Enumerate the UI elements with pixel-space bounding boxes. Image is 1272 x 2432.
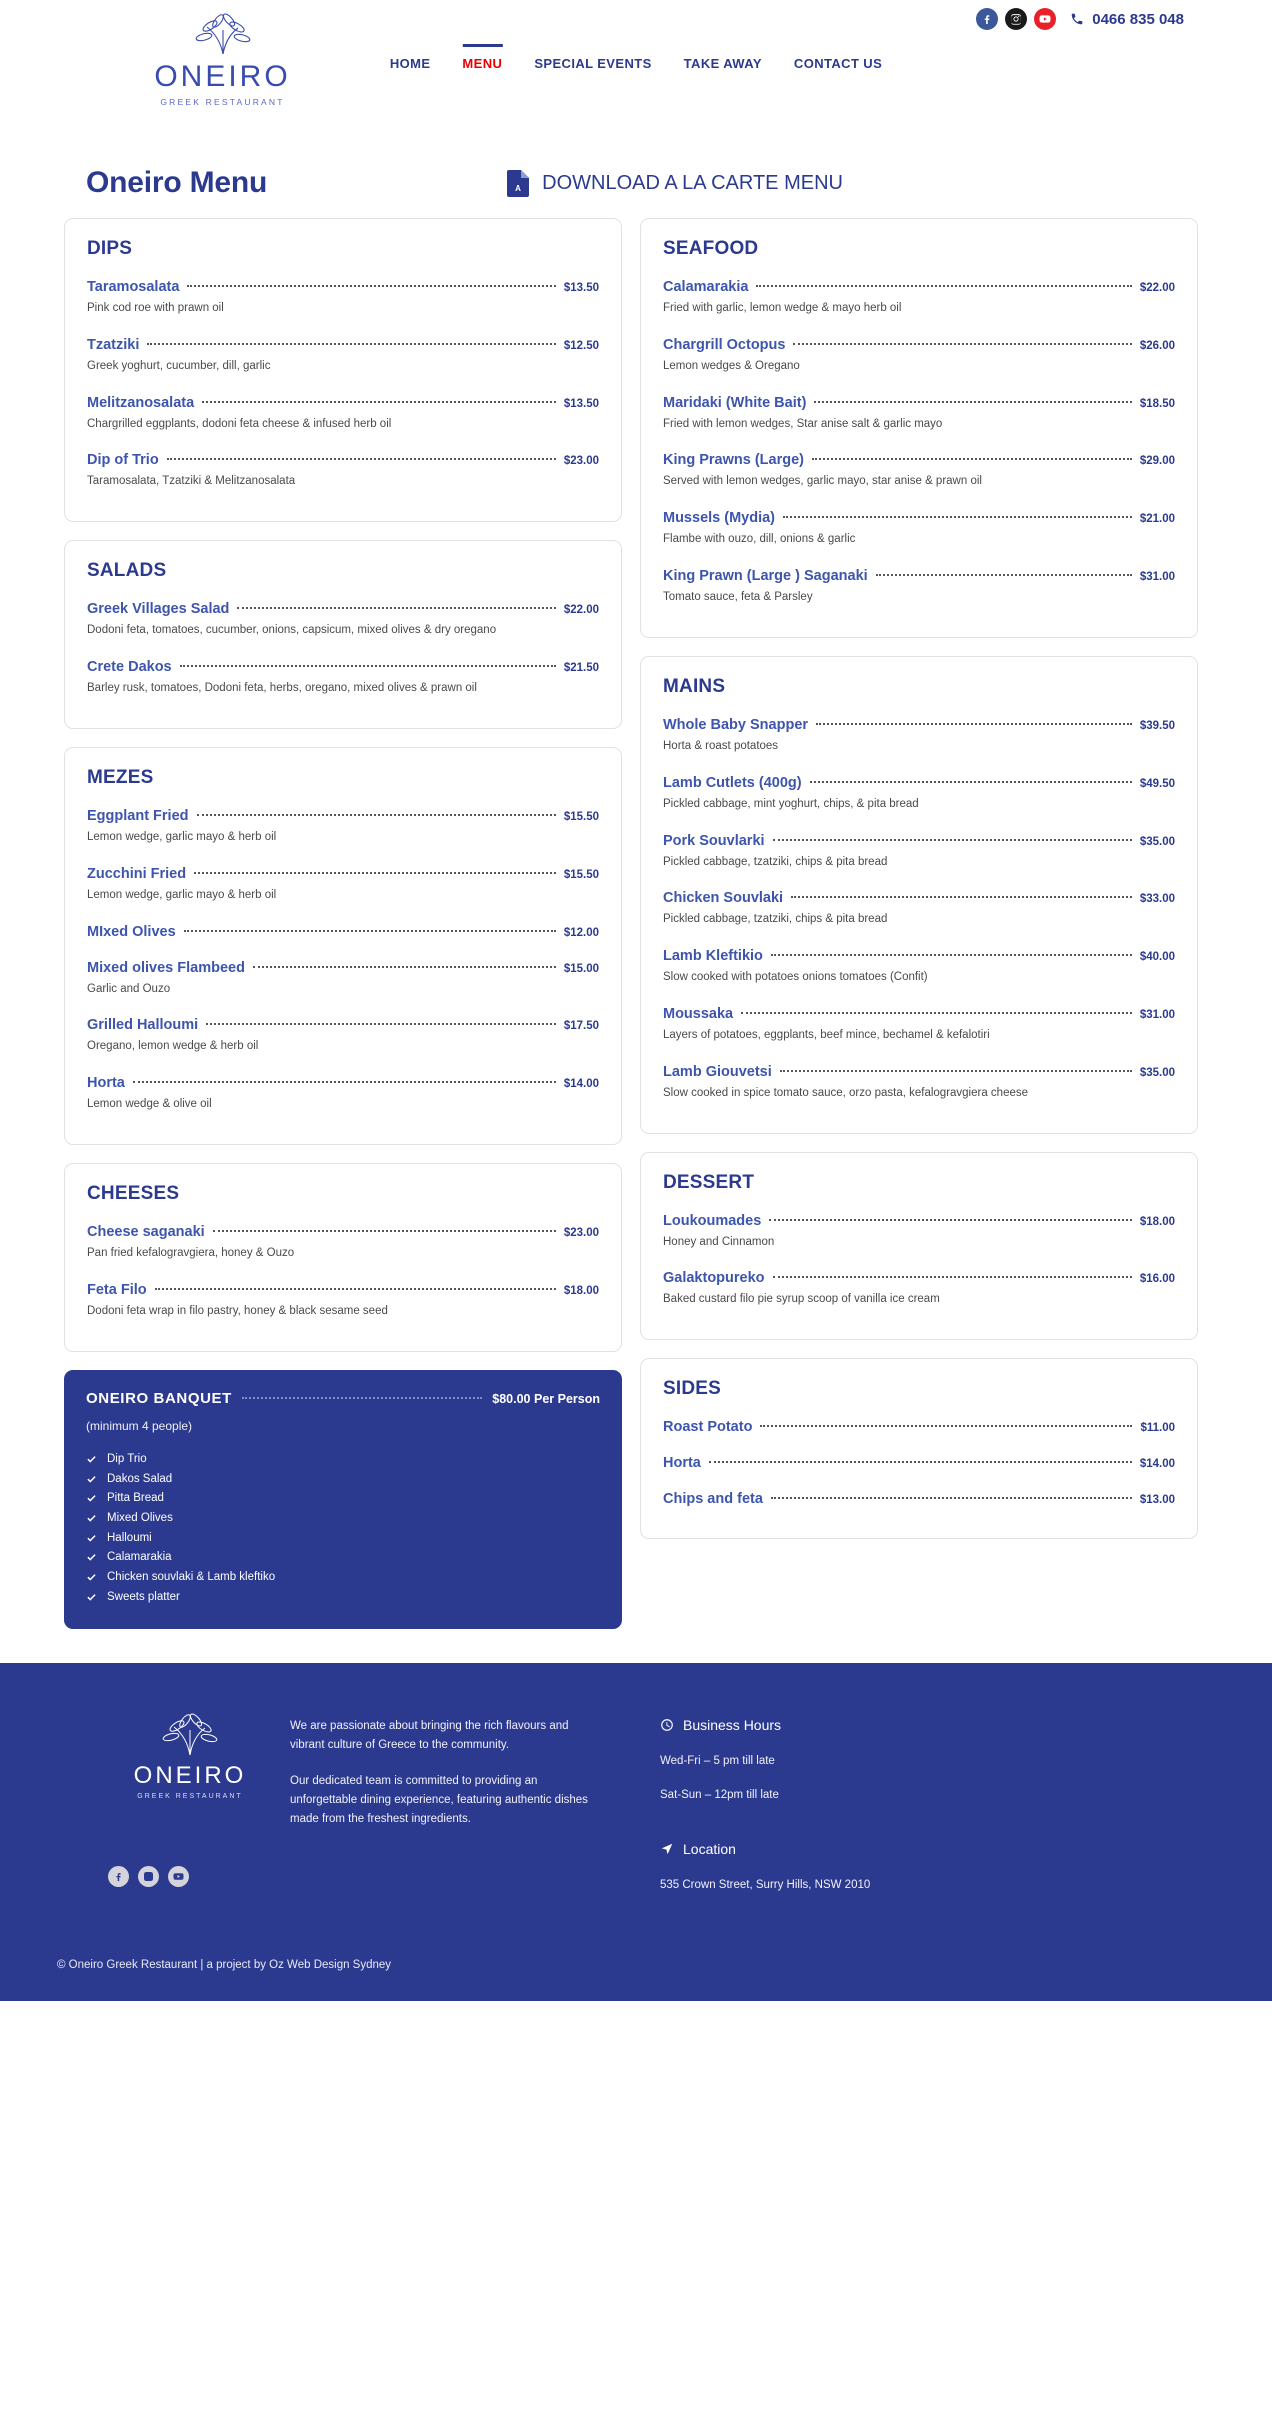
leader-dots: [147, 343, 555, 345]
navigation-arrow-icon: [660, 1842, 674, 1856]
menu-item: [87, 331, 599, 385]
leader-dots: [773, 1276, 1132, 1278]
footer-social-links: [90, 1866, 290, 1887]
menu-item-name: Dip of Trio: [87, 452, 159, 469]
header-utility-bar: [976, 8, 1184, 30]
banquet-price: $80.00 Per Person: [492, 1391, 600, 1406]
about-paragraph-1: We are passionate about bringing the rich flavours and vibrant culture of Greece to the community.: [290, 1719, 569, 1751]
location-label: Location: [683, 1840, 736, 1857]
menu-item: [663, 1264, 1175, 1318]
leader-dots: [253, 966, 556, 968]
menu-item-name: Greek Villages Salad: [87, 601, 230, 618]
leader-dots: [709, 1461, 1132, 1463]
leader-dots: [180, 665, 556, 667]
footer-logo-wordmark: ONEIRO: [133, 1761, 247, 1789]
menu-item-price: $17.50: [563, 1020, 599, 1033]
menu-item-name: Taramosalata: [87, 279, 180, 295]
menu-item-description: Honey and Cinnamon: [663, 1235, 775, 1248]
menu-item-description: Pan fried kefalogravgiera, honey & Ouzo: [87, 1246, 295, 1259]
leader-dots: [816, 723, 1132, 725]
menu-item-price: $15.00: [563, 962, 599, 975]
menu-item-price: $21.00: [1139, 513, 1175, 526]
section-heading: DIPS: [87, 238, 133, 259]
nav-item-special-events[interactable]: SPECIAL EVENTS: [534, 56, 652, 71]
menu-item-price: $22.00: [563, 604, 599, 617]
banquet-title: ONEIRO BANQUET: [86, 1389, 232, 1407]
olive-branch-logo-icon: [152, 1709, 228, 1761]
menu-section-dips: [64, 218, 622, 522]
menu-item-description: Fried with garlic, lemon wedge & mayo herb oil: [663, 302, 902, 314]
banquet-list-item: [86, 1587, 600, 1607]
menu-item-name: Chicken Souvlaki: [663, 890, 784, 907]
menu-item: [87, 595, 599, 649]
menu-item: [663, 389, 1175, 443]
clock-icon: [660, 1718, 674, 1732]
menu-item: [663, 504, 1175, 558]
menu-item-price: $18.50: [1139, 397, 1175, 410]
menu-item-price: $35.00: [1139, 835, 1175, 848]
menu-item-name: Roast Potato: [663, 1419, 753, 1436]
menu-item-price: $39.50: [1139, 719, 1175, 732]
menu-item: [87, 918, 599, 950]
leader-dots: [202, 401, 556, 403]
menu-item-description: [663, 1509, 1163, 1517]
leader-dots: [213, 1230, 556, 1232]
menu-item-name: Eggplant Fried: [87, 807, 189, 824]
menu-item-name: King Prawn (Large ) Saganaki: [663, 568, 868, 585]
menu-item-name: Galaktopureko: [663, 1270, 765, 1287]
leader-dots: [167, 458, 556, 460]
menu-item: [663, 273, 1175, 327]
menu-item-name: Zucchini Fried: [87, 865, 187, 882]
nav-item-take-away[interactable]: TAKE AWAY: [683, 56, 762, 71]
location-heading: [660, 1841, 870, 1857]
menu-item-price: $18.00: [1139, 1215, 1175, 1228]
menu-item-price: $18.00: [563, 1284, 599, 1297]
menu-item-price: $21.50: [563, 662, 599, 675]
banquet-item-label: Calamarakia: [107, 1551, 172, 1564]
leader-dots: [812, 458, 1132, 460]
banquet-header: [86, 1390, 600, 1407]
menu-grid: [0, 218, 1272, 1629]
banquet-item-label: Chicken souvlaki & Lamb kleftiko: [107, 1571, 276, 1584]
svg-text:A: A: [515, 183, 522, 193]
menu-section-dessert: [640, 1152, 1198, 1341]
menu-item: [663, 331, 1175, 385]
leader-dots: [155, 1288, 556, 1290]
menu-item-description: Greek yoghurt, cucumber, dill, garlic: [87, 359, 271, 372]
check-icon: [86, 1592, 97, 1603]
leader-dots: [760, 1425, 1132, 1427]
menu-item-price: $40.00: [1139, 951, 1175, 964]
menu-item-price: $14.00: [563, 1078, 599, 1091]
phone-icon: [1070, 12, 1084, 26]
banquet-item-label: Sweets platter: [107, 1590, 180, 1603]
logo-wordmark: ONEIRO: [154, 60, 291, 93]
banquet-list-item: [86, 1548, 600, 1568]
leader-dots: [187, 285, 555, 287]
menu-item-name: King Prawns (Large): [663, 452, 804, 469]
menu-item-price: $15.50: [563, 810, 599, 823]
menu-item-name: Cheese saganaki: [87, 1223, 205, 1240]
menu-item-description: Served with lemon wedges, garlic mayo, star anise & prawn oil: [663, 475, 982, 488]
footer-content: [0, 1709, 1272, 1891]
menu-item-name: MIxed Olives: [87, 923, 176, 940]
phone-number-text: 0466 835 048: [1092, 10, 1184, 28]
menu-item-description: Slow cooked with potatoes onions tomatoes (Confit): [663, 971, 928, 984]
banquet-offer-card: [64, 1370, 622, 1629]
menu-item: [663, 562, 1175, 616]
menu-item: [87, 802, 599, 856]
download-menu-button[interactable]: [507, 170, 843, 197]
leader-dots: [793, 343, 1131, 345]
leader-dots: [791, 896, 1132, 898]
phone-number[interactable]: [1070, 11, 1184, 28]
menu-item-price: $23.00: [563, 455, 599, 468]
site-logo[interactable]: [150, 10, 295, 107]
menu-item-description: Baked custard filo pie syrup scoop of vanilla ice cream: [663, 1293, 940, 1306]
section-heading: MEZES: [87, 766, 154, 788]
address-text: 535 Crown Street, Surry Hills, NSW 2010: [660, 1878, 871, 1891]
banquet-list-item: [86, 1450, 600, 1470]
menu-item: [663, 1413, 1175, 1445]
menu-column-left: [64, 218, 622, 1629]
menu-item: [663, 446, 1175, 500]
section-heading: CHEESES: [87, 1182, 180, 1204]
menu-item-description: Chargrilled eggplants, dodoni feta cheese & infused herb oil: [87, 417, 392, 430]
menu-item-price: $31.00: [1139, 571, 1175, 584]
leader-dots: [194, 872, 556, 874]
banquet-list-item: [86, 1568, 600, 1588]
menu-item-price: $22.00: [1139, 282, 1175, 294]
footer-brand-column: [60, 1709, 290, 1891]
menu-item-description: Dodoni feta wrap in filo pastry, honey & black sesame seed: [87, 1304, 388, 1317]
site-footer: [0, 1663, 1272, 2001]
main-navigation: [390, 48, 882, 71]
menu-item: [87, 954, 599, 1008]
banquet-list-item: [86, 1469, 600, 1489]
menu-item: [87, 389, 599, 443]
leader-dots: [197, 814, 556, 816]
menu-item-description: Lemon wedges & Oregano: [663, 359, 800, 372]
menu-column-right: [640, 218, 1198, 1539]
menu-item-description: Pickled cabbage, tzatziki, chips & pita bread: [663, 855, 888, 868]
leader-dots: [773, 839, 1132, 841]
banquet-list-item: [86, 1509, 600, 1529]
check-icon: [86, 1552, 97, 1563]
header-social-links: [976, 8, 1056, 30]
banquet-minimum-note: (minimum 4 people): [86, 1418, 193, 1433]
menu-item-price: $11.00: [1140, 1422, 1175, 1435]
menu-item-description: Lemon wedge, garlic mayo & herb oil: [87, 888, 277, 901]
menu-section-mains: [640, 656, 1198, 1134]
menu-item: [663, 1485, 1175, 1517]
menu-section-sides: [640, 1358, 1198, 1539]
menu-item-description: Pickled cabbage, tzatziki, chips & pita bread: [663, 913, 888, 926]
section-heading: DESSERT: [663, 1171, 755, 1193]
menu-item-price: $15.50: [563, 868, 599, 881]
leader-dots: [780, 1070, 1132, 1072]
menu-item: [663, 1449, 1175, 1481]
menu-item-name: Calamarakia: [663, 279, 749, 295]
menu-item: [87, 653, 599, 707]
menu-item-description: [663, 1437, 1163, 1445]
leader-dots: [783, 516, 1132, 518]
section-heading: SALADS: [87, 560, 167, 582]
menu-item-name: Chargrill Octopus: [663, 336, 786, 353]
leader-dots: [242, 1397, 482, 1399]
business-hours-line-2: Sat-Sun – 12pm till late: [660, 1788, 779, 1801]
menu-item-price: $31.00: [1139, 1008, 1175, 1021]
menu-item: [87, 1069, 599, 1123]
menu-item-description: Barley rusk, tomatoes, Dodoni feta, herbs, oregano, mixed olives & prawn oil: [87, 682, 477, 695]
menu-item-name: Tzatziki: [87, 336, 140, 353]
menu-item-price: $12.00: [563, 926, 599, 939]
menu-item-description: Slow cooked in spice tomato sauce, orzo pasta, kefalogravgiera cheese: [663, 1086, 1029, 1099]
menu-item-name: Pork Souvlarki: [663, 832, 765, 849]
leader-dots: [769, 1219, 1132, 1221]
menu-section-seafood: [640, 218, 1198, 638]
menu-item-description: Layers of potatoes, eggplants, beef mince, bechamel & kefalotiri: [663, 1028, 990, 1041]
olive-branch-logo-icon: [185, 10, 261, 60]
menu-item-name: Maridaki (White Bait): [663, 394, 807, 411]
logo-tagline: GREEK RESTAURANT: [160, 97, 285, 107]
menu-item-description: Flambe with ouzo, dill, onions & garlic: [663, 533, 856, 546]
menu-section-mezes: [64, 747, 622, 1145]
banquet-list-item: [86, 1528, 600, 1548]
check-icon: [86, 1493, 97, 1504]
menu-item-price: $13.00: [1139, 1494, 1175, 1507]
leader-dots: [876, 574, 1132, 576]
instagram-icon[interactable]: [1005, 8, 1027, 30]
menu-item-description: Tomato sauce, feta & Parsley: [663, 591, 813, 604]
menu-item-description: Horta & roast potatoes: [663, 739, 779, 752]
menu-item: [663, 1058, 1175, 1112]
menu-item-description: Oregano, lemon wedge & herb oil: [87, 1040, 259, 1053]
business-hours-heading: [660, 1717, 870, 1733]
menu-item-name: Chips and feta: [663, 1491, 763, 1508]
menu-item-name: Feta Filo: [87, 1281, 147, 1298]
menu-item-description: Fried with lemon wedges, Star anise salt & garlic mayo: [663, 417, 943, 430]
leader-dots: [756, 285, 1131, 287]
menu-item: [663, 769, 1175, 823]
leader-dots: [771, 1497, 1132, 1499]
check-icon: [86, 1474, 97, 1485]
menu-item: [87, 446, 599, 500]
menu-item-price: $49.50: [1139, 777, 1175, 790]
nav-item-contact-us[interactable]: CONTACT US: [793, 56, 883, 71]
menu-item-description: Lemon wedge, garlic mayo & herb oil: [87, 830, 277, 843]
leader-dots: [810, 781, 1132, 783]
location-block: [660, 1841, 870, 1891]
banquet-item-label: Halloumi: [107, 1531, 152, 1544]
leader-dots: [741, 1012, 1132, 1014]
menu-item-price: $16.00: [1139, 1273, 1175, 1286]
menu-item-price: $26.00: [1139, 339, 1175, 352]
menu-item: [663, 1000, 1175, 1054]
menu-section-cheeses: [64, 1163, 622, 1352]
menu-item-name: Loukoumades: [663, 1212, 762, 1229]
section-heading: MAINS: [663, 675, 726, 697]
menu-item-name: Grilled Halloumi: [87, 1017, 199, 1034]
leader-dots: [237, 607, 555, 609]
menu-item-price: $29.00: [1139, 455, 1175, 468]
leader-dots: [771, 954, 1132, 956]
menu-item-description: [87, 942, 587, 950]
menu-item-price: $13.50: [563, 397, 599, 410]
menu-item: [663, 827, 1175, 881]
menu-item-name: Lamb Giouvetsi: [663, 1063, 772, 1080]
menu-item-name: Lamb Cutlets (400g): [663, 774, 802, 791]
menu-item: [87, 273, 599, 327]
menu-item: [663, 1207, 1175, 1261]
leader-dots: [184, 930, 556, 932]
menu-item-name: Crete Dakos: [87, 659, 172, 676]
menu-item-description: Pink cod roe with prawn oil: [87, 302, 224, 314]
nav-item-menu[interactable]: MENU: [462, 48, 502, 71]
menu-item-description: Taramosalata, Tzatziki & Melitzanosalata: [87, 475, 296, 488]
menu-item-name: Horta: [87, 1075, 125, 1092]
youtube-icon[interactable]: [1034, 8, 1056, 30]
menu-item-name: Mixed olives Flambeed: [87, 959, 245, 976]
footer-info-column: [590, 1709, 870, 1891]
menu-item-price: $33.00: [1139, 893, 1175, 906]
banquet-item-label: Mixed Olives: [107, 1512, 173, 1525]
leader-dots: [814, 401, 1131, 403]
page-title-row: [0, 140, 1272, 218]
menu-item: [87, 1276, 599, 1330]
facebook-icon[interactable]: [976, 8, 998, 30]
banquet-item-label: Dip Trio: [107, 1453, 147, 1466]
menu-item: [87, 1011, 599, 1065]
menu-item-name: Whole Baby Snapper: [663, 716, 809, 733]
site-header: [0, 0, 1272, 140]
menu-section-salads: [64, 540, 622, 729]
business-hours-label: Business Hours: [683, 1716, 782, 1733]
menu-item-description: Pickled cabbage, mint yoghurt, chips, & pita bread: [663, 797, 919, 810]
pdf-file-icon: [507, 170, 529, 197]
menu-item-description: Dodoni feta, tomatoes, cucumber, onions, capsicum, mixed olives & dry oregano: [87, 624, 497, 637]
download-menu-label: DOWNLOAD A LA CARTE MENU: [542, 171, 843, 194]
youtube-icon[interactable]: [168, 1866, 189, 1887]
check-icon: [86, 1513, 97, 1524]
facebook-icon[interactable]: [108, 1866, 129, 1887]
footer-logo-tagline: GREEK RESTAURANT: [137, 1792, 243, 1800]
banquet-item-label: Dakos Salad: [107, 1472, 173, 1485]
check-icon: [86, 1533, 97, 1544]
footer-about-text: [290, 1709, 590, 1891]
menu-item: [663, 711, 1175, 765]
menu-item-name: Lamb Kleftikio: [663, 948, 763, 965]
menu-item-name: Mussels (Mydia): [663, 510, 775, 527]
banquet-item-label: Pitta Bread: [107, 1492, 164, 1505]
banquet-inclusions-list: [86, 1450, 600, 1607]
menu-item: [663, 884, 1175, 938]
menu-item: [663, 942, 1175, 996]
section-heading: SIDES: [663, 1378, 722, 1400]
nav-item-home[interactable]: HOME: [389, 56, 431, 71]
menu-item-name: Melitzanosalata: [87, 394, 195, 411]
menu-item-price: $35.00: [1139, 1066, 1175, 1079]
menu-item: [87, 1218, 599, 1272]
check-icon: [86, 1572, 97, 1583]
check-icon: [86, 1454, 97, 1465]
menu-item-price: $14.00: [1139, 1458, 1175, 1471]
menu-item-price: $13.50: [563, 282, 599, 294]
leader-dots: [133, 1081, 556, 1083]
menu-item-price: $12.50: [563, 339, 599, 352]
leader-dots: [206, 1023, 556, 1025]
menu-item-name: Moussaka: [663, 1005, 734, 1022]
menu-item-description: [663, 1473, 1163, 1481]
copyright-text: © Oneiro Greek Restaurant | a project by Oz Web Design Sydney: [57, 1958, 392, 1971]
page-title: Oneiro Menu: [86, 166, 268, 199]
banquet-list-item: [86, 1489, 600, 1509]
section-heading: SEAFOOD: [663, 238, 759, 259]
menu-item-price: $23.00: [563, 1226, 599, 1239]
about-paragraph-2: Our dedicated team is committed to providing an unforgettable dining experience, featuring authentic dishes made from the freshest ingredients.: [290, 1774, 588, 1825]
menu-item-description: Lemon wedge & olive oil: [87, 1098, 212, 1111]
business-hours-line-1: Wed-Fri – 5 pm till late: [660, 1754, 775, 1767]
menu-item-description: Garlic and Ouzo: [87, 982, 171, 995]
menu-item: [87, 860, 599, 914]
menu-item-name: Horta: [663, 1455, 701, 1472]
instagram-icon[interactable]: [138, 1866, 159, 1887]
